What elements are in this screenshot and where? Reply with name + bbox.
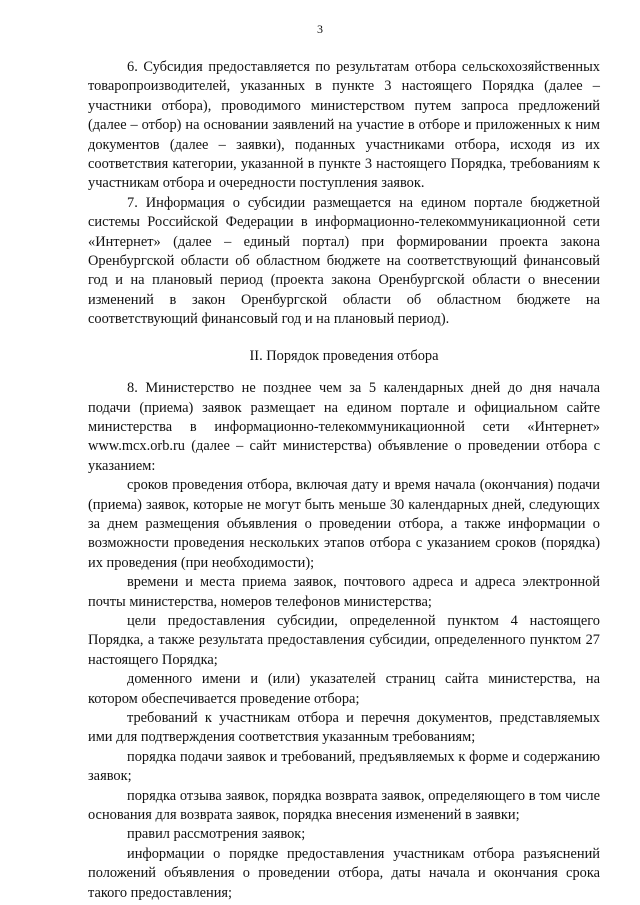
list-item-withdrawal: порядка отзыва заявок, порядка возврата заявок, определяющего в том числе основания для возврата заявок, порядка внесения изменений в заявки;	[88, 787, 600, 824]
paragraph-7: 7. Информация о субсидии размещается на едином портале бюджетной системы Российской Федерации в информационно-телекоммуникационной сети «Интернет» (далее – единый портал) при формировании проекта закона Оренбургской области об областном бюджете на соответствующий финансовый год и на плановый период (проекта закона Оренбургской области о внесении изменений в закон Оренбургской области об областном бюджете на соответствующий финансовый год и на плановый период).	[88, 194, 600, 328]
list-item-review-rules: правил рассмотрения заявок;	[127, 826, 306, 843]
page-number: 3	[317, 22, 323, 36]
list-item-submission: порядка подачи заявок и требований, предъявляемых к форме и содержанию заявок;	[88, 748, 600, 785]
document-body	[88, 58, 600, 903]
list-item-purpose: цели предоставления субсидии, определенной пунктом 4 настоящего Порядка, а также результата предоставления субсидии, определенного пунктом 27 настоящего Порядка;	[88, 612, 600, 668]
list-item-clarifications: информации о порядке предоставления участникам отбора разъяснений положений объявления о проведении отбора, даты начала и окончания срока такого предоставления;	[88, 845, 600, 901]
section-heading: II. Порядок проведения отбора	[249, 347, 439, 364]
paragraph-8: 8. Министерство не позднее чем за 5 календарных дней до дня начала подачи (приема) заявок размещает на едином портале и официальном сайте министерства в информационно-телекоммуникационной сети «Интернет» www.mcx.orb.ru (далее – сайт министерства) объявление о проведении отбора с указанием:	[88, 380, 600, 474]
list-item-requirements: требований к участникам отбора и перечня документов, представляемых ими для подтверждения соответствия указанным требованиям;	[88, 710, 600, 746]
list-item-domain: доменного имени и (или) указателей страниц сайта министерства, на котором обеспечивается проведение отбора;	[88, 671, 600, 707]
paragraph-6: 6. Субсидия предоставляется по результатам отбора сельскохозяйственных товаропроизводителей, указанных в пункте 3 настоящего Порядка (далее – участники отбора), проводимого министерством путем запроса предложений (далее – отбор) на основании заявлений на участие в отборе и приложенных к ним документов (далее – заявки), поданных участниками отбора, исходя из их соответствия категории, указанной в пункте 3 настоящего Порядка, требованиям к участникам отбора и очередности поступления заявок.	[88, 59, 600, 192]
list-item-place-time: времени и места приема заявок, почтового адреса и адреса электронной почты министерства, номеров телефонов министерства;	[88, 574, 600, 610]
list-item-deadlines: сроков проведения отбора, включая дату и время начала (окончания) подачи (приема) заявок, которые не могут быть меньше 30 календарных дней, следующих за днем размещения объявления о проведении отбора, а также информации о возможности проведения нескольких этапов отбора с указанием сроков (порядка) их проведения (при необходимости);	[88, 477, 600, 571]
